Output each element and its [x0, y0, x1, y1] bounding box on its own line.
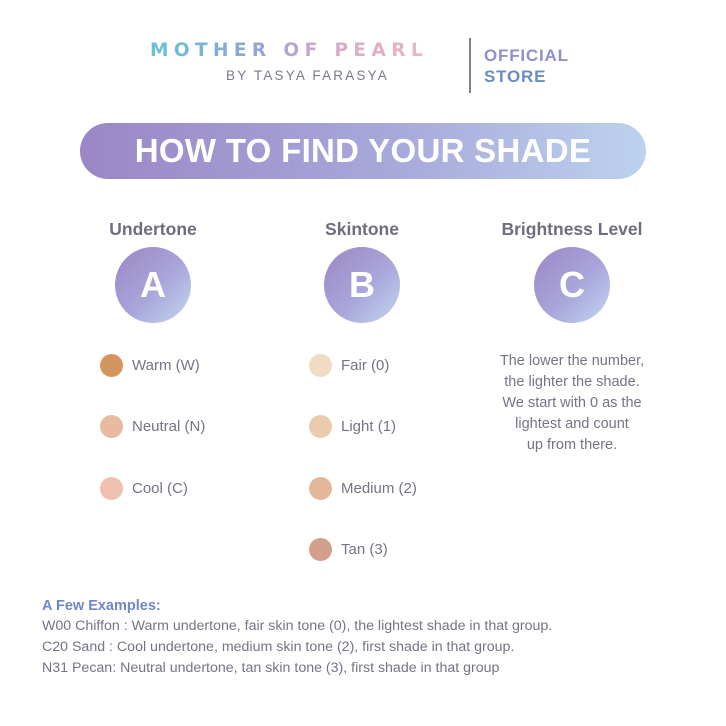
official-label: OFFICIAL [484, 46, 569, 65]
brand-name-letter: T [194, 40, 213, 61]
brand-name-letter [272, 40, 284, 61]
brand-name-letter: E [353, 40, 372, 61]
swatch-row-fair [309, 354, 389, 377]
brightness-line: the lighter the shade. [504, 374, 640, 390]
brand-divider [469, 38, 471, 93]
swatch-row-cool [100, 477, 188, 500]
brand-name-letter: A [371, 40, 392, 61]
swatch-label: Warm (W) [132, 357, 200, 374]
skintone-letter-badge: B [324, 247, 400, 323]
swatch-row-tan [309, 538, 388, 561]
swatch-dot [100, 354, 123, 377]
brand-name-letter: H [212, 40, 234, 61]
brand-name-letter: F [304, 40, 323, 61]
brand-name-letter: R [251, 40, 272, 61]
example-line: N31 Pecan: Neutral undertone, tan skin tone (3), first shade in that group [42, 660, 500, 676]
brand-name-letter: P [334, 40, 354, 61]
swatch-dot [100, 477, 123, 500]
official-store-label [484, 45, 569, 87]
swatch-dot [100, 415, 123, 438]
brand-name-letter: E [233, 40, 252, 61]
undertone-letter-badge: A [115, 247, 191, 323]
swatch-dot [309, 354, 332, 377]
brightness-heading: Brightness Level [501, 219, 643, 239]
brightness-description [472, 351, 672, 456]
examples-section [42, 596, 552, 679]
brand-name-letter: R [391, 40, 411, 61]
undertone-heading: Undertone [109, 219, 197, 239]
swatch-label: Neutral (N) [132, 418, 206, 435]
brand-name-letter: M [150, 40, 174, 61]
example-line: C20 Sand : Cool undertone, medium skin tone (2), first shade in that group. [42, 639, 515, 655]
brightness-line: We start with 0 as the [502, 395, 642, 411]
brand-name-letter: O [173, 40, 195, 61]
brand-name-letter: L [410, 40, 429, 61]
brand-name-letter [323, 40, 335, 61]
example-line: W00 Chiffon : Warm undertone, fair skin tone (0), the lightest shade in that group. [42, 618, 553, 634]
brand-name-letter: O [283, 40, 305, 61]
brightness-line: up from there. [526, 437, 618, 453]
brightness-letter-badge: C [534, 247, 610, 323]
swatch-label: Light (1) [341, 418, 397, 435]
swatch-label: Tan (3) [341, 541, 388, 558]
swatch-row-light [309, 415, 396, 438]
brightness-line: lightest and count [515, 416, 629, 432]
swatch-row-neutral [100, 415, 205, 438]
store-label: STORE [484, 67, 547, 86]
page-title: HOW TO FIND YOUR SHADE [134, 132, 592, 169]
swatch-dot [309, 415, 332, 438]
swatch-label: Fair (0) [341, 357, 390, 374]
brand-subtitle: BY TASYA FARASYA [226, 68, 390, 83]
title-banner [80, 123, 646, 179]
swatch-label: Medium (2) [341, 480, 417, 497]
swatch-row-medium [309, 477, 417, 500]
brand-logo-name [150, 40, 460, 61]
brightness-line: The lower the number, [499, 353, 645, 369]
brand-header [0, 38, 726, 98]
skintone-heading: Skintone [325, 219, 399, 239]
swatch-row-warm [100, 354, 200, 377]
swatch-dot [309, 477, 332, 500]
swatch-dot [309, 538, 332, 561]
swatch-label: Cool (C) [132, 480, 188, 497]
examples-title: A Few Examples: [42, 598, 161, 614]
